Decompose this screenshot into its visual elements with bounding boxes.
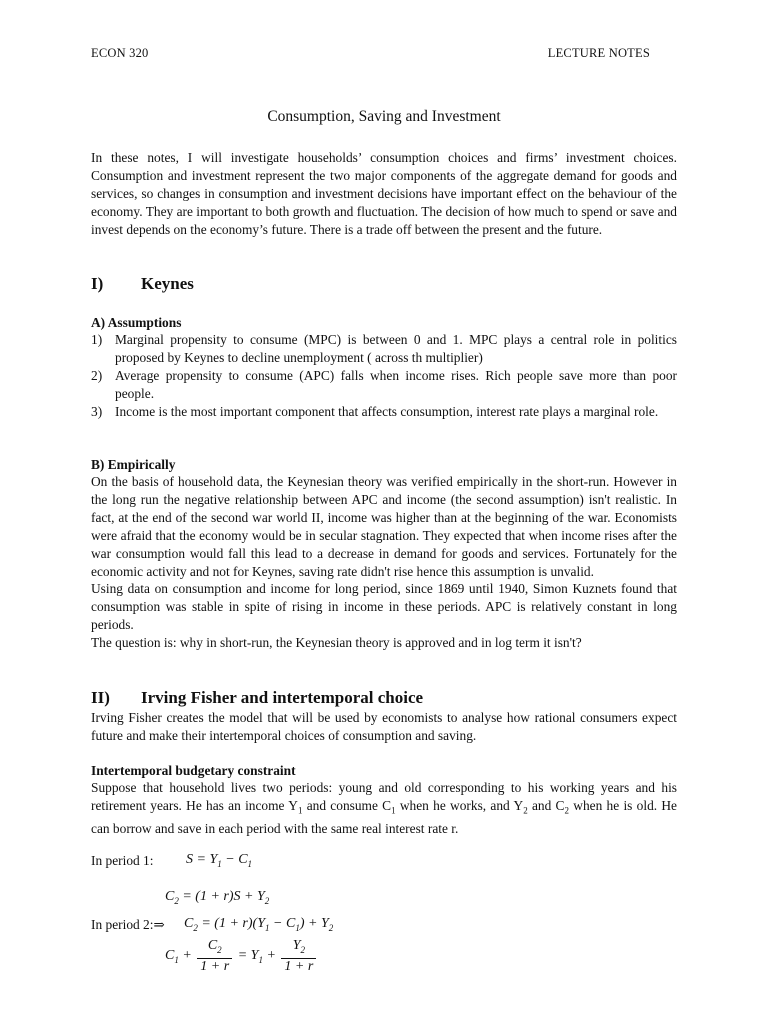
period2-label: In period 2:⇒	[91, 917, 165, 932]
section-title: Keynes	[141, 274, 194, 293]
fraction: $\frac{C_2}{1 + r}$	[197, 938, 232, 974]
empirical-text-1: On the basis of household data, the Keynesian theory was verified empirically in the short-run. However in the long run the negative relationship between APC and income (the second assumption) isn't realistic. In fact, at the end of the second war world II, income was higher than at the beginning of the war. Economists were afraid that the economy would be in secular stagnation. They expected that when income rises after the war consumption would fall this lead to a decrease in demand for goods and services. Fortunately for the economic activity and not for Keynes, saving rate didn't rise hence this assumption is unvalid.	[91, 474, 677, 579]
fraction: $\frac{Y_2}{1 + r}$	[281, 938, 316, 974]
assumptions-list	[91, 331, 677, 421]
list-number: 1)	[91, 332, 103, 347]
equation-budget-constraint: $C_1$ + $\frac{C_2}{1 + r}$ = $Y_1$ + $\frac{Y_2}{1 + r}$	[165, 938, 318, 974]
empirical-paragraph	[91, 473, 677, 652]
list-number: 3)	[91, 403, 103, 419]
list-text: Income is the most important component that affects consumption, interest rate plays a marginal role.	[115, 403, 659, 419]
list-item	[91, 403, 677, 421]
budget-paragraph: Suppose that household lives two periods: young and old corresponding to his working years and his retirement years. He has an income $Y_1$ and consume $C_1$ when he works, and $Y_2$ and $C_2$ when he is old. He can borrow and save in each period with the same real interest rate r.	[91, 780, 677, 837]
list-item	[91, 331, 677, 367]
fisher-intro-paragraph: Irving Fisher creates the model that will be used by economists to analyse how rational consumers expect future and make their intertemporal choices of consumption and saving.	[91, 710, 677, 743]
list-text: Marginal propensity to consume (MPC) is between 0 and 1. MPC plays a central role in politics proposed by Keynes to decline unemployment ( across th multiplier)	[115, 332, 677, 365]
empirical-text-3: The question is: why in short-run, the Keynesian theory is approved and in log term it isn't?	[91, 635, 582, 651]
subheading-empirically: B) Empirically	[91, 457, 176, 472]
section-heading-fisher	[91, 688, 423, 708]
header-type: LECTURE NOTES	[547, 46, 650, 60]
section-title: Irving Fisher and intertemporal choice	[141, 688, 424, 707]
period1-label: In period 1:	[91, 853, 154, 868]
intro-paragraph: In these notes, I will investigate households’ consumption choices and firms’ investment choices. Consumption and investment represent the two major components of the aggregate demand for goods and services, so changes in consumption and investment decisions have important effect on the behaviour of the economy. They are important to both growth and fluctuation. The decision of how much to spend or save and invest depends on the economy’s future. There is a trade off between the present and the future.	[91, 150, 677, 237]
list-item	[91, 367, 677, 403]
equation-c2: $C_2 = (1 + r)S + Y_2$	[165, 889, 270, 906]
equation-saving: $S = Y_1 - C_1$	[186, 852, 253, 869]
subheading-budget-constraint: Intertemporal budgetary constraint	[91, 763, 296, 778]
list-text: Average propensity to consume (APC) falls when income rises. Rich people save more than poor people.	[115, 367, 677, 401]
equation-c2-expanded: $C_2 = (1 + r)(Y_1 - C_1) + Y_2$	[184, 916, 334, 933]
section-heading-keynes	[91, 274, 194, 294]
header-course: ECON 320	[91, 46, 149, 60]
list-number: 2)	[91, 367, 103, 383]
page-title: Consumption, Saving and Investment	[267, 108, 501, 125]
subheading-assumptions: A) Assumptions	[91, 315, 182, 330]
empirical-text-2: Using data on consumption and income for long period, since 1869 until 1940, Simon Kuznets found that consumption was stable in spite of rising in income in these periods. APC is relatively constant in long periods.	[91, 581, 677, 633]
section-number: I)	[91, 274, 104, 293]
section-number: II)	[91, 688, 110, 707]
